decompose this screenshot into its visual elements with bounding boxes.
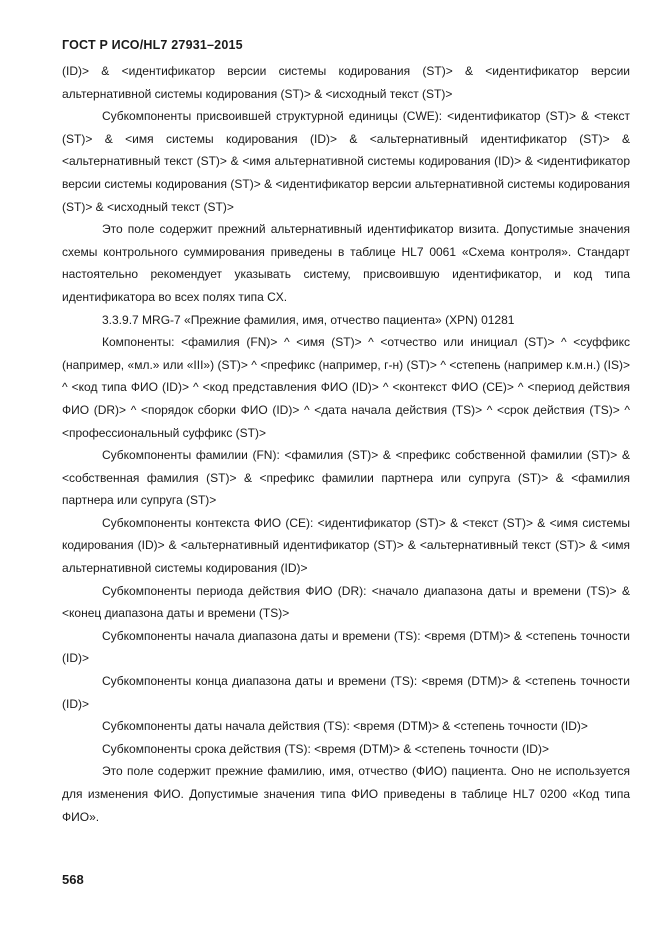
paragraph-prior-name-description: Это поле содержит прежние фамилию, имя, отчество (ФИО) пациента. Оно не используется для изменения ФИО. Допустимые значения типа ФИО приведены в таблице HL7 0200 «Код типа ФИО». [62, 764, 630, 824]
section-heading-mrg7: 3.3.9.7 MRG-7 «Прежние фамилия, имя, отчество пациента» (XPN) 01281 [102, 312, 515, 327]
paragraph-expiration-subcomponents: Субкомпоненты срока действия (TS): <время (DTM)> & <степень точности (ID)> [102, 741, 549, 756]
paragraph-ce-subcomponents: Субкомпоненты контекста ФИО (CE): <идентификатор (ST)> & <текст (ST)> & <имя системы кодирования (ID)> & <альтернативный идентификатор (ST)> & <альтернативный текст (ST)> & <имя альтернативной системы кодирования (ID)> [62, 515, 630, 576]
paragraph-range-start-subcomponents: Субкомпоненты начала диапазона даты и времени (TS): <время (DTM)> & <степень точности (ID)> [62, 628, 630, 666]
paragraph-fn-subcomponents: Субкомпоненты фамилии (FN): <фамилия (ST)> & <префикс собственной фамилии (ST)> & <собственная фамилия (ST)> & <префикс фамилии партнера или супруга (ST)> & <фамилия партнера или супруга (ST)> [62, 448, 630, 508]
paragraph-xpn-components: Компоненты: <фамилия (FN)> ^ <имя (ST)> ^ <отчество или инициал (ST)> ^ <суффикс (например, «мл.» или «III») (ST)> ^ <префикс (например, г-н) (ST)> ^ <степень (например к.м.н.) (IS)> ^ <код типа ФИО (ID)> ^ <код представления ФИО (ID)> ^ <контекст ФИО (CE)> ^ <период действия ФИО (DR)> ^ <порядок сборки ФИО (ID)> ^ <дата начала действия (TS)> ^ <срок действия (TS)> ^ <профессиональный суффикс (ST)> [62, 335, 630, 440]
paragraph-prior-visit-id: Это поле содержит прежний альтернативный идентификатор визита. Допустимые значения схемы контрольного суммирования приведены в таблице HL7 0061 «Схема контроля». Стандарт настоятельно рекомендует указывать систему, присвоившую идентификатор, и код типа идентификатора во всех полях типа CX. [62, 222, 630, 304]
paragraph-cwe-tail: (ID)> & <идентификатор версии системы кодирования (ST)> & <идентификатор версии альтернативной системы кодирования (ST)> & <исходный текст (ST)> [62, 64, 630, 101]
document-body [62, 60, 630, 828]
paragraph-cwe-subcomponents: Субкомпоненты присвоившей структурной единицы (CWE): <идентификатор (ST)> & <текст (ST)> & <имя системы кодирования (ID)> & <альтернативный идентификатор (ST)> & <альтернативный текст (ST)> & <имя альтернативной системы кодирования (ID)> & <идентификатор версии системы кодирования (ST)> & <идентификатор версии альтернативной системы кодирования (ST)> & <исходный текст (ST)> [62, 109, 630, 214]
document-header: ГОСТ Р ИСО/HL7 27931–2015 [62, 38, 243, 52]
paragraph-range-end-subcomponents: Субкомпоненты конца диапазона даты и времени (TS): <время (DTM)> & <степень точности (ID)> [62, 674, 630, 711]
page-number: 568 [62, 872, 84, 887]
paragraph-dr-subcomponents: Субкомпоненты периода действия ФИО (DR): <начало диапазона даты и времени (TS)> & <конец диапазона даты и времени (TS)> [62, 583, 630, 621]
paragraph-effective-date-subcomponents: Субкомпоненты даты начала действия (TS): <время (DTM)> & <степень точности (ID)> [102, 719, 588, 734]
